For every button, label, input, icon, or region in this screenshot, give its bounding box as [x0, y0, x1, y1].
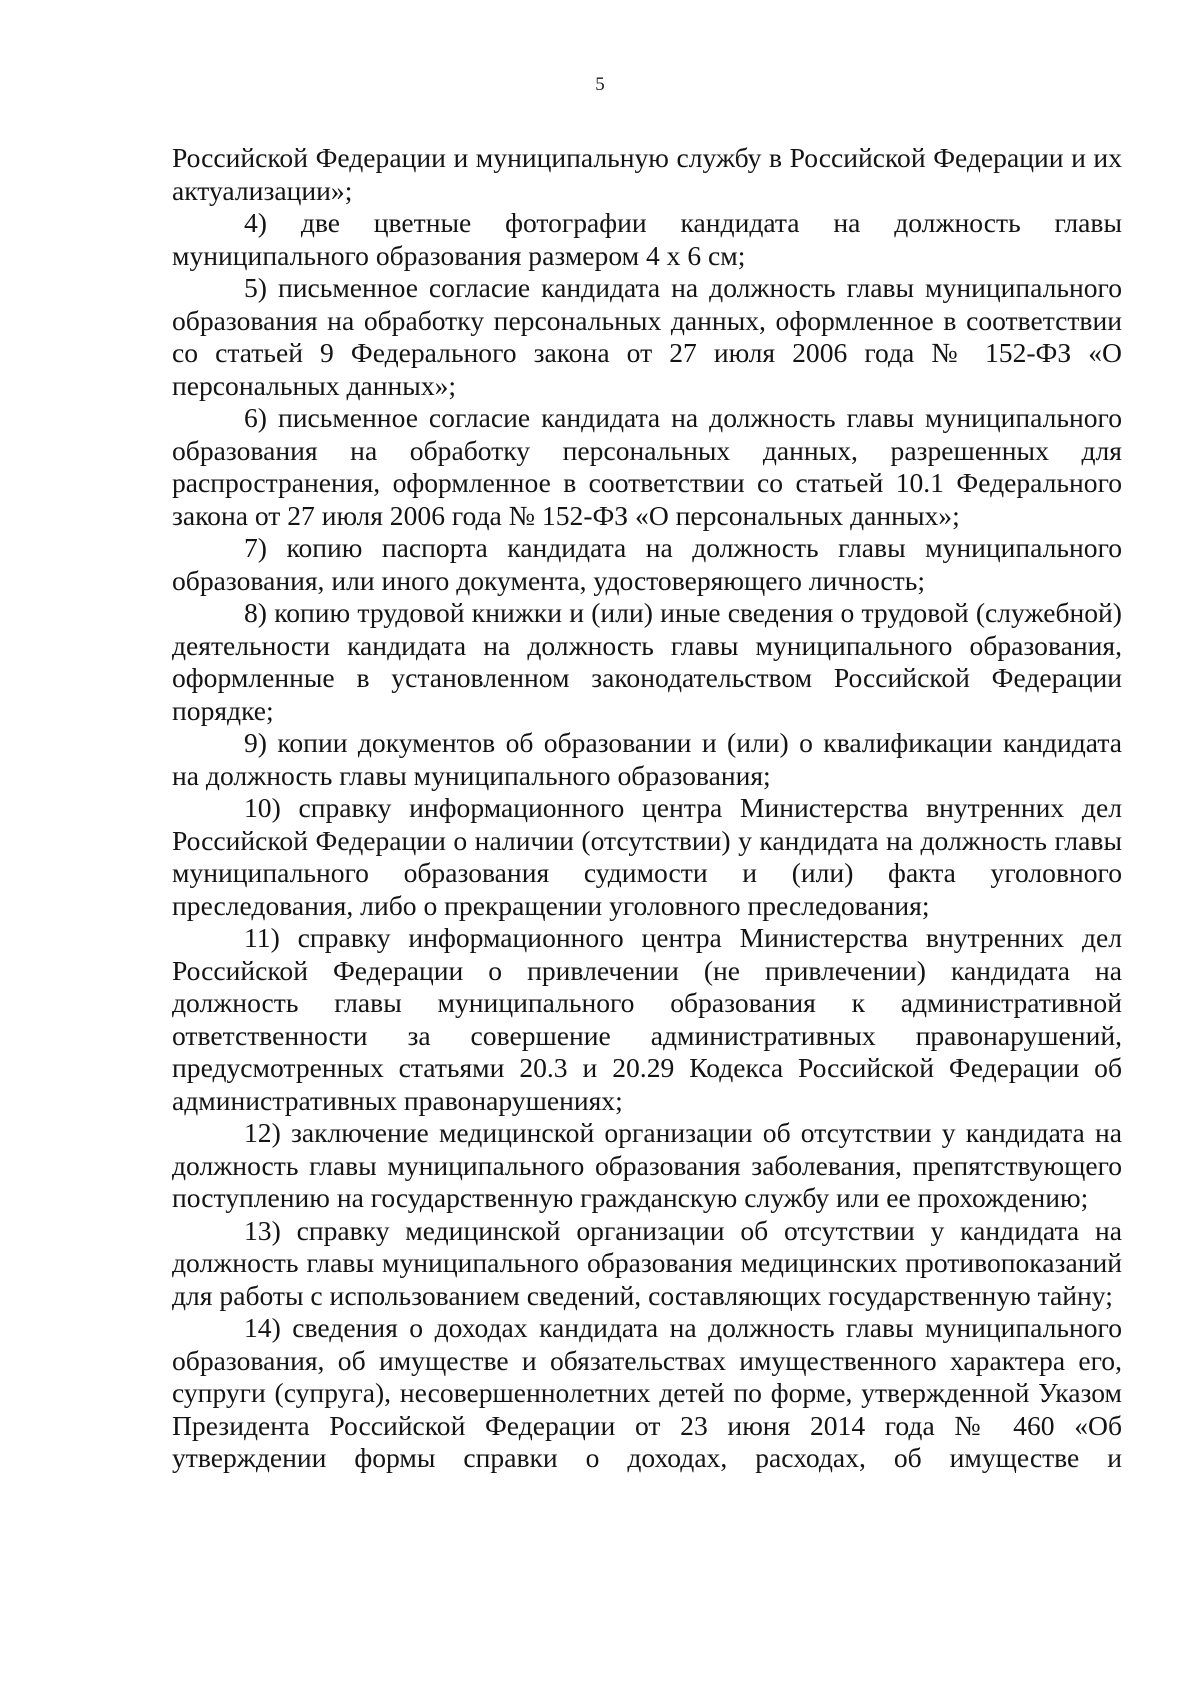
page-number: 5 [595, 74, 605, 95]
list-item-14: 14) сведения о доходах кандидата на должность главы муниципального образования, об имуществе и обязательствах имущественного характера его, супруги (супруга), несовершеннолетних детей по форме, утвержденной Указом Президента Российской Федерации от 23 июня 2014 года № 460 «Об утверждении формы справки о доходах, расходах, об имуществе и [172, 1312, 1122, 1473]
list-item-5: 5) письменное согласие кандидата на должность главы муниципального образования на обработку персональных данных, оформленное в соответствии со статьей 9 Федерального закона от 27 июля 2006 года № 152-ФЗ «О персональных данных»; [172, 272, 1122, 401]
list-item-4: 4) две цветные фотографии кандидата на должность главы муниципального образования размером 4 х 6 см; [172, 207, 1122, 271]
list-item-9: 9) копии документов об образовании и (или) о квалификации кандидата на должность главы муниципального образования; [172, 727, 1122, 791]
list-item-8: 8) копию трудовой книжки и (или) иные сведения о трудовой (служебной) деятельности кандидата на должность главы муниципального образования, оформленные в установленном законодательством Российской Федерации порядке; [172, 597, 1122, 726]
list-item-12: 12) заключение медицинской организации об отсутствии у кандидата на должность главы муниципального образования заболевания, препятствующего поступлению на государственную гражданскую службу или ее прохождению; [172, 1117, 1122, 1213]
list-item-13: 13) справку медицинской организации об отсутствии у кандидата на должность главы муниципального образования медицинских противопоказаний для работы с использованием сведений, составляющих государственную тайну; [172, 1214, 1122, 1311]
list-item-11: 11) справку информационного центра Министерства внутренних дел Российской Федерации о привлечении (не привлечении) кандидата на должность главы муниципального образования к административной ответственности за совершение административных правонарушений, предусмотренных статьями 20.3 и 20.29 Кодекса Российской Федерации об административных правонарушениях; [172, 922, 1122, 1116]
paragraph-continuation: Российской Федерации и муниципальную службу в Российской Федерации и их актуализации»; [172, 142, 1122, 206]
list-item-7: 7) копию паспорта кандидата на должность главы муниципального образования, или иного документа, удостоверяющего личность; [172, 532, 1122, 596]
document-body [172, 142, 1122, 1475]
list-item-6: 6) письменное согласие кандидата на должность главы муниципального образования на обработку персональных данных, разрешенных для распространения, оформленное в соответствии со статьей 10.1 Федерального закона от 27 июля 2006 года № 152-ФЗ «О персональных данных»; [172, 402, 1122, 531]
list-item-10: 10) справку информационного центра Министерства внутренних дел Российской Федерации о наличии (отсутствии) у кандидата на должность главы муниципального образования судимости и (или) факта уголовного преследования, либо о прекращении уголовного преследования; [172, 792, 1122, 921]
